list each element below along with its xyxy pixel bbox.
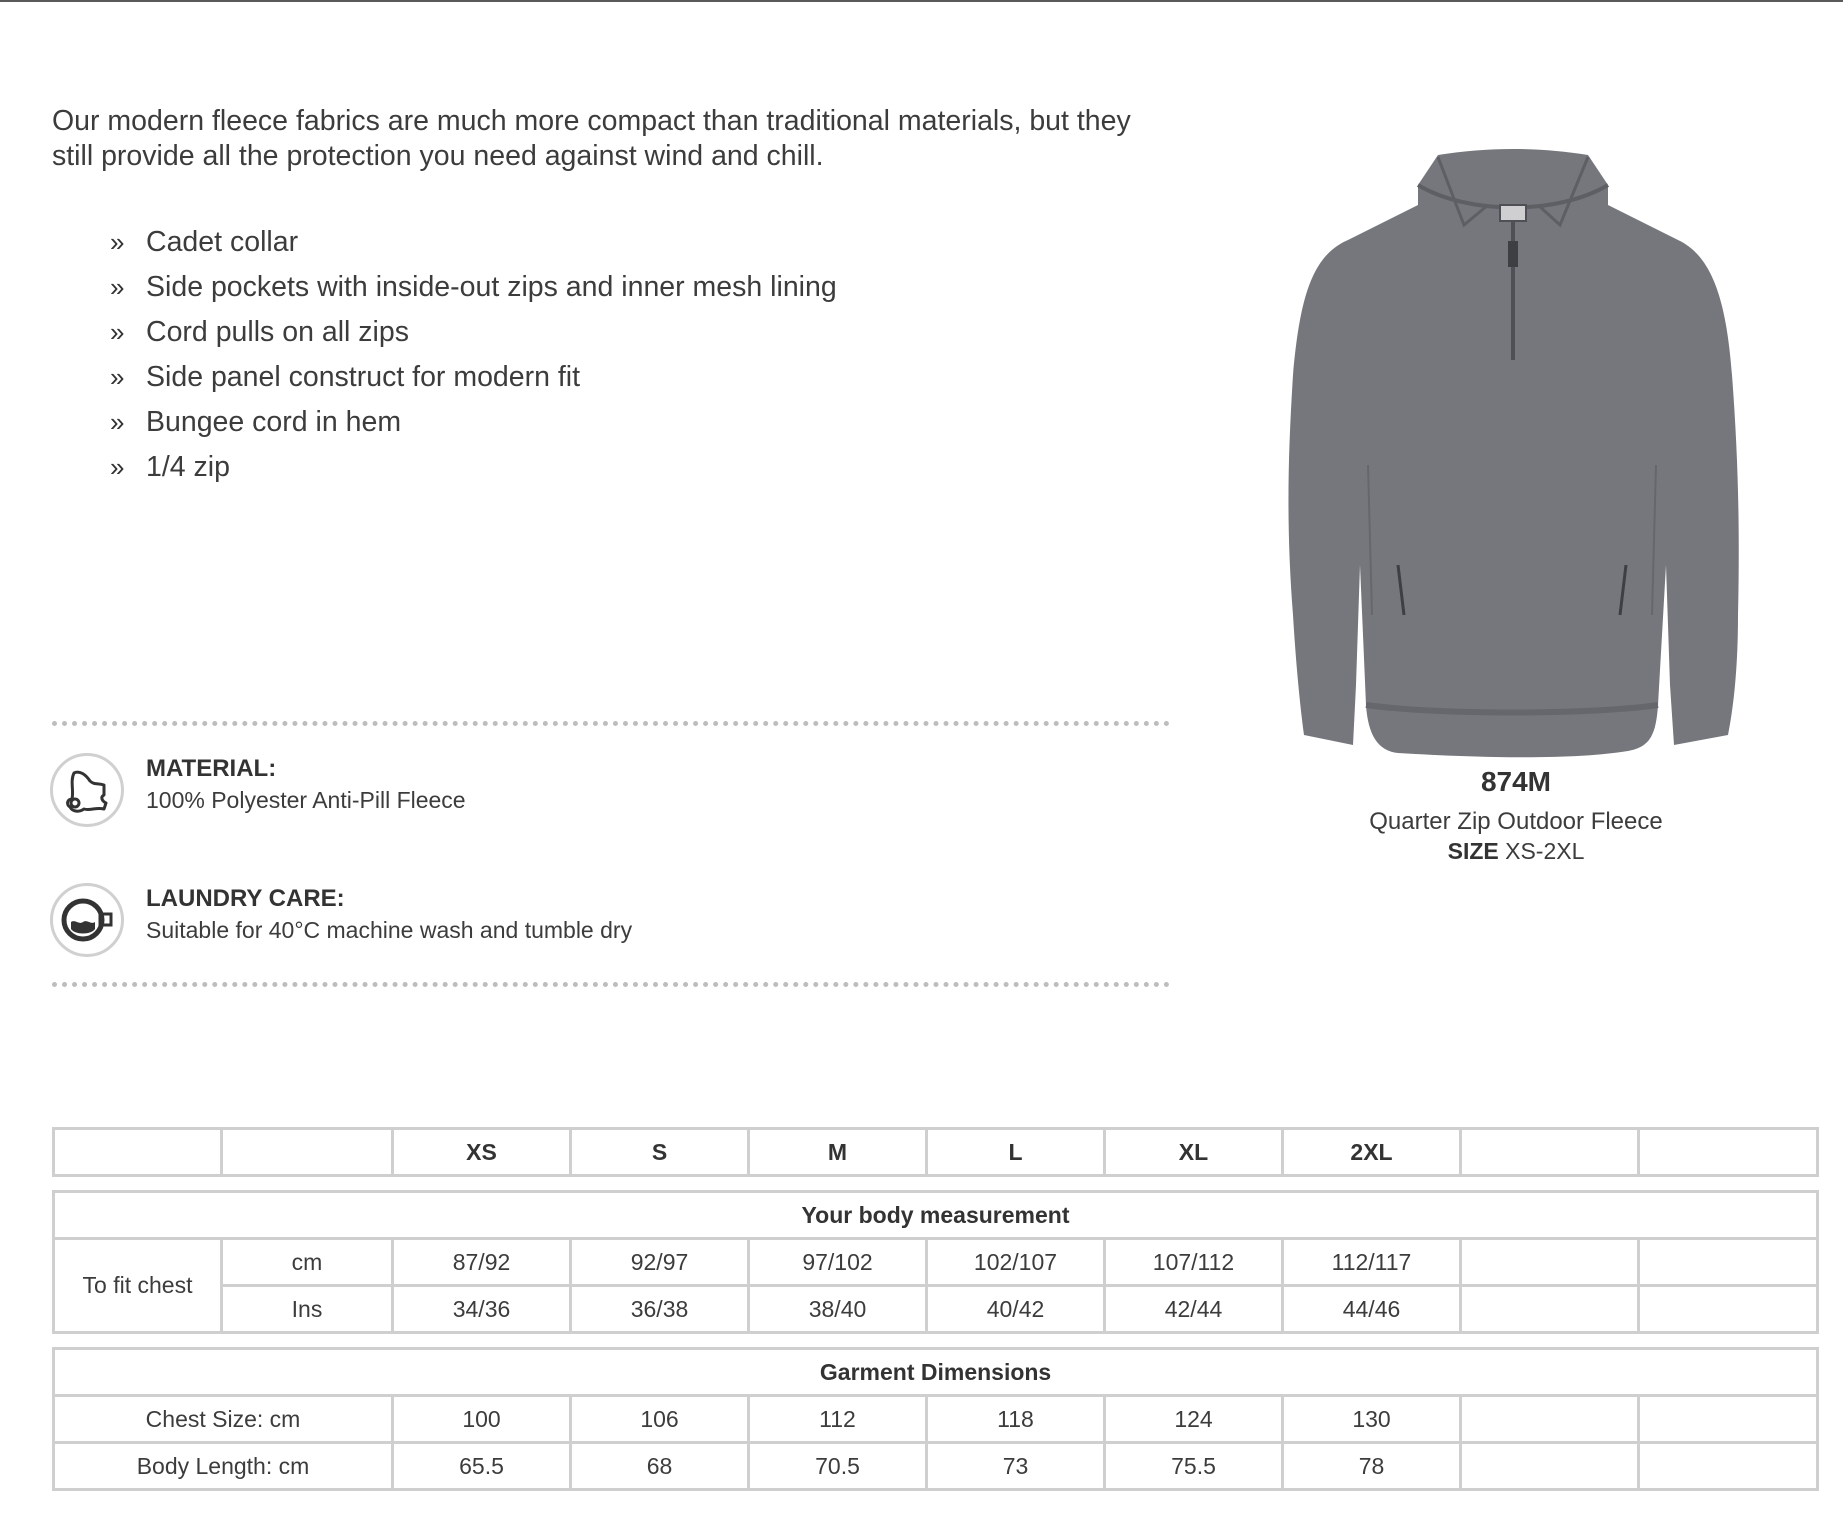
size-label: SIZE [1447, 838, 1499, 864]
laundry-title: LAUNDRY CARE: [146, 885, 345, 912]
table-cell [1639, 1443, 1818, 1490]
table-cell: 70.5 [749, 1443, 927, 1490]
list-item [110, 400, 837, 445]
feature-text: Cord pulls on all zips [146, 316, 409, 348]
list-item [110, 445, 837, 490]
product-code: 874M [1480, 766, 1552, 797]
table-row [54, 1286, 1818, 1333]
bullet-mark: » [110, 272, 125, 302]
table-cell [1639, 1239, 1818, 1286]
product-name: Quarter Zip Outdoor Fleece [1369, 808, 1663, 835]
table-cell [54, 1129, 222, 1176]
product-image [1238, 145, 1798, 765]
list-item [110, 265, 837, 310]
table-cell: 75.5 [1105, 1443, 1283, 1490]
size-header [1639, 1129, 1818, 1176]
top-rule [0, 0, 1843, 2]
fleece-icon [50, 753, 124, 827]
size-header: 2XL [1283, 1129, 1461, 1176]
table-cell: 36/38 [571, 1286, 749, 1333]
table-cell: 34/36 [393, 1286, 571, 1333]
table-row [54, 1443, 1818, 1490]
product-size [1238, 838, 1794, 865]
feature-text: Bungee cord in hem [146, 406, 402, 438]
table-cell: 107/112 [1105, 1239, 1283, 1286]
section-title: Your body measurement [54, 1192, 1818, 1239]
size-header [1461, 1129, 1639, 1176]
size-header: M [749, 1129, 927, 1176]
table-row [54, 1239, 1818, 1286]
feature-text: Side pockets with inside-out zips and inner mesh lining [146, 271, 837, 303]
table-cell: 106 [571, 1396, 749, 1443]
size-range: XS-2XL [1505, 838, 1585, 864]
table-row [54, 1129, 1818, 1176]
size-header: S [571, 1129, 749, 1176]
table-cell: 118 [927, 1396, 1105, 1443]
row-label: To fit chest [54, 1239, 222, 1333]
table-cell: 87/92 [393, 1239, 571, 1286]
table-cell [1461, 1286, 1639, 1333]
table-cell: 112/117 [1283, 1239, 1461, 1286]
table-cell [1461, 1396, 1639, 1443]
list-item [110, 355, 837, 400]
dotted-divider [52, 721, 1170, 726]
dotted-divider [52, 982, 1170, 987]
size-header: XL [1105, 1129, 1283, 1176]
list-item [110, 220, 837, 265]
table-cell [1461, 1443, 1639, 1490]
unit-cell: Ins [222, 1286, 393, 1333]
feature-text: Cadet collar [146, 226, 299, 258]
section-title: Garment Dimensions [54, 1349, 1818, 1396]
body-measurement-table [52, 1190, 1819, 1334]
table-cell: 42/44 [1105, 1286, 1283, 1333]
size-header-table [52, 1127, 1819, 1177]
table-cell: 112 [749, 1396, 927, 1443]
table-cell: 68 [571, 1443, 749, 1490]
material-title: MATERIAL: [146, 755, 277, 782]
feature-text: 1/4 zip [146, 451, 230, 483]
bullet-mark: » [110, 227, 125, 257]
table-cell: 38/40 [749, 1286, 927, 1333]
table-row [54, 1349, 1818, 1396]
table-cell: 124 [1105, 1396, 1283, 1443]
size-header: XS [393, 1129, 571, 1176]
table-cell: 130 [1283, 1396, 1461, 1443]
table-cell: 92/97 [571, 1239, 749, 1286]
table-row [54, 1396, 1818, 1443]
feature-text: Side panel construct for modern fit [146, 361, 581, 393]
table-cell: 100 [393, 1396, 571, 1443]
laundry-text: Suitable for 40°C machine wash and tumble dry [146, 917, 633, 943]
garment-dimensions-table [52, 1347, 1819, 1491]
row-label: Body Length: cm [54, 1443, 393, 1490]
size-header: L [927, 1129, 1105, 1176]
table-cell: 65.5 [393, 1443, 571, 1490]
bullet-mark: » [110, 362, 125, 392]
table-cell: 102/107 [927, 1239, 1105, 1286]
row-label: Chest Size: cm [54, 1396, 393, 1443]
table-row [54, 1192, 1818, 1239]
table-cell: 78 [1283, 1443, 1461, 1490]
table-cell [1639, 1396, 1818, 1443]
bullet-mark: » [110, 407, 125, 437]
fleece-icon-graphic [60, 763, 114, 817]
bullet-mark: » [110, 452, 125, 482]
table-cell: 73 [927, 1443, 1105, 1490]
feature-list [110, 220, 837, 490]
wash-icon-graphic [58, 891, 116, 949]
table-cell: 97/102 [749, 1239, 927, 1286]
table-cell [222, 1129, 393, 1176]
table-cell [1639, 1286, 1818, 1333]
list-item [110, 310, 837, 355]
table-cell [1461, 1239, 1639, 1286]
wash-icon [50, 883, 124, 957]
material-text: 100% Polyester Anti-Pill Fleece [146, 787, 466, 813]
intro-text: Our modern fleece fabrics are much more compact than traditional materials, but they still provide all the protection you need against wind and chill. [52, 105, 1131, 172]
table-cell: 44/46 [1283, 1286, 1461, 1333]
table-cell: 40/42 [927, 1286, 1105, 1333]
bullet-mark: » [110, 317, 125, 347]
unit-cell: cm [222, 1239, 393, 1286]
